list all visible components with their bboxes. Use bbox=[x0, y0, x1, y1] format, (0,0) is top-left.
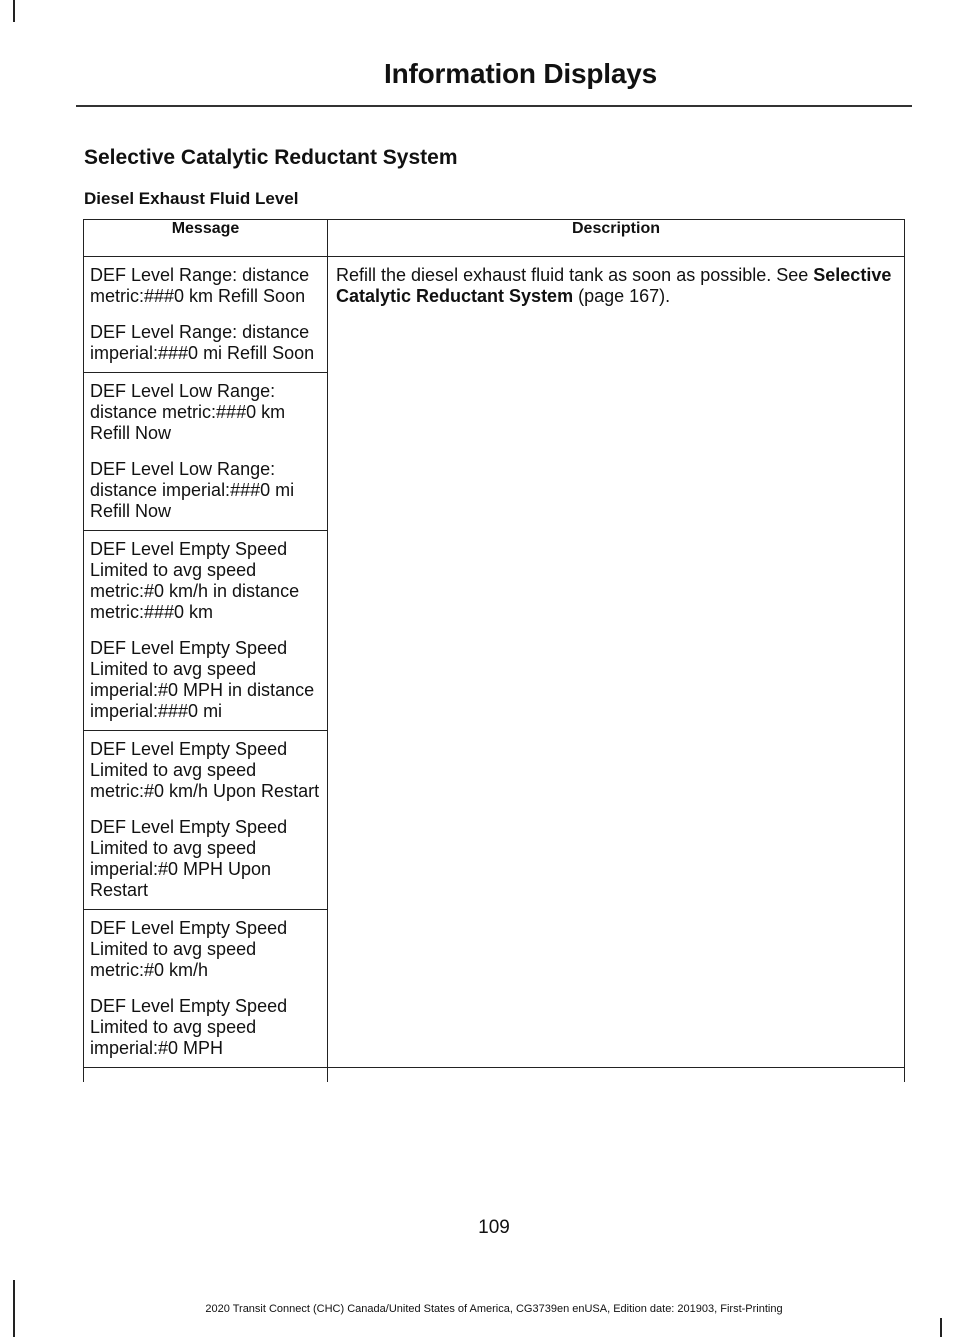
description-cell bbox=[328, 257, 905, 1068]
message-cell bbox=[84, 531, 328, 731]
page-reference: (page 167). bbox=[573, 286, 671, 306]
table-row bbox=[84, 257, 905, 373]
running-head-title: Information Displays bbox=[384, 58, 657, 89]
cross-reference-link[interactable]: Selective Catalytic Reductant System bbox=[336, 265, 892, 306]
header-rule bbox=[76, 105, 912, 107]
message-text: DEF Level Empty Speed Limited to avg speed metric:#0 km/h bbox=[90, 918, 288, 980]
message-text: DEF Level Range: distance imperial:###0 mi Refill Soon bbox=[90, 322, 315, 363]
column-header-description: Description bbox=[328, 220, 905, 257]
message-text: DEF Level Empty Speed Limited to avg speed imperial:#0 MPH bbox=[90, 996, 288, 1058]
message-text: DEF Level Low Range: distance metric:###0 km Refill Now bbox=[90, 381, 286, 443]
message-text: DEF Level Empty Speed Limited to avg speed imperial:#0 MPH in distance imperial:###0 mi bbox=[90, 638, 315, 721]
message-text: DEF Level Empty Speed Limited to avg speed metric:#0 km/h Upon Restart bbox=[90, 739, 320, 801]
message-text: DEF Level Empty Speed Limited to avg speed metric:#0 km/h in distance metric:###0 km bbox=[90, 539, 300, 622]
message-table bbox=[83, 219, 905, 1082]
table-continuation-row bbox=[84, 1068, 905, 1083]
page-number: 109 bbox=[478, 1217, 510, 1238]
subsection-title: Diesel Exhaust Fluid Level bbox=[84, 189, 299, 208]
message-text: DEF Level Empty Speed Limited to avg speed imperial:#0 MPH Upon Restart bbox=[90, 817, 288, 900]
message-cell bbox=[84, 373, 328, 531]
table-header-row bbox=[84, 220, 905, 257]
description-text: Refill the diesel exhaust fluid tank as soon as possible. See bbox=[336, 265, 814, 285]
crop-mark-bottom-right bbox=[940, 1318, 942, 1337]
message-text: DEF Level Range: distance metric:###0 km Refill Soon bbox=[90, 265, 310, 306]
message-cell bbox=[84, 910, 328, 1068]
empty-cell bbox=[328, 1068, 905, 1083]
column-header-message: Message bbox=[84, 220, 328, 257]
message-text: DEF Level Low Range: distance imperial:###0 mi Refill Now bbox=[90, 459, 295, 521]
empty-cell bbox=[84, 1068, 328, 1083]
message-cell bbox=[84, 731, 328, 910]
crop-mark-top-left bbox=[13, 0, 15, 22]
edition-footer: 2020 Transit Connect (CHC) Canada/United States of America, CG3739en enUSA, Edition date: 201903, First-Printing bbox=[205, 1303, 783, 1315]
message-cell bbox=[84, 257, 328, 373]
section-title: Selective Catalytic Reductant System bbox=[84, 146, 458, 169]
